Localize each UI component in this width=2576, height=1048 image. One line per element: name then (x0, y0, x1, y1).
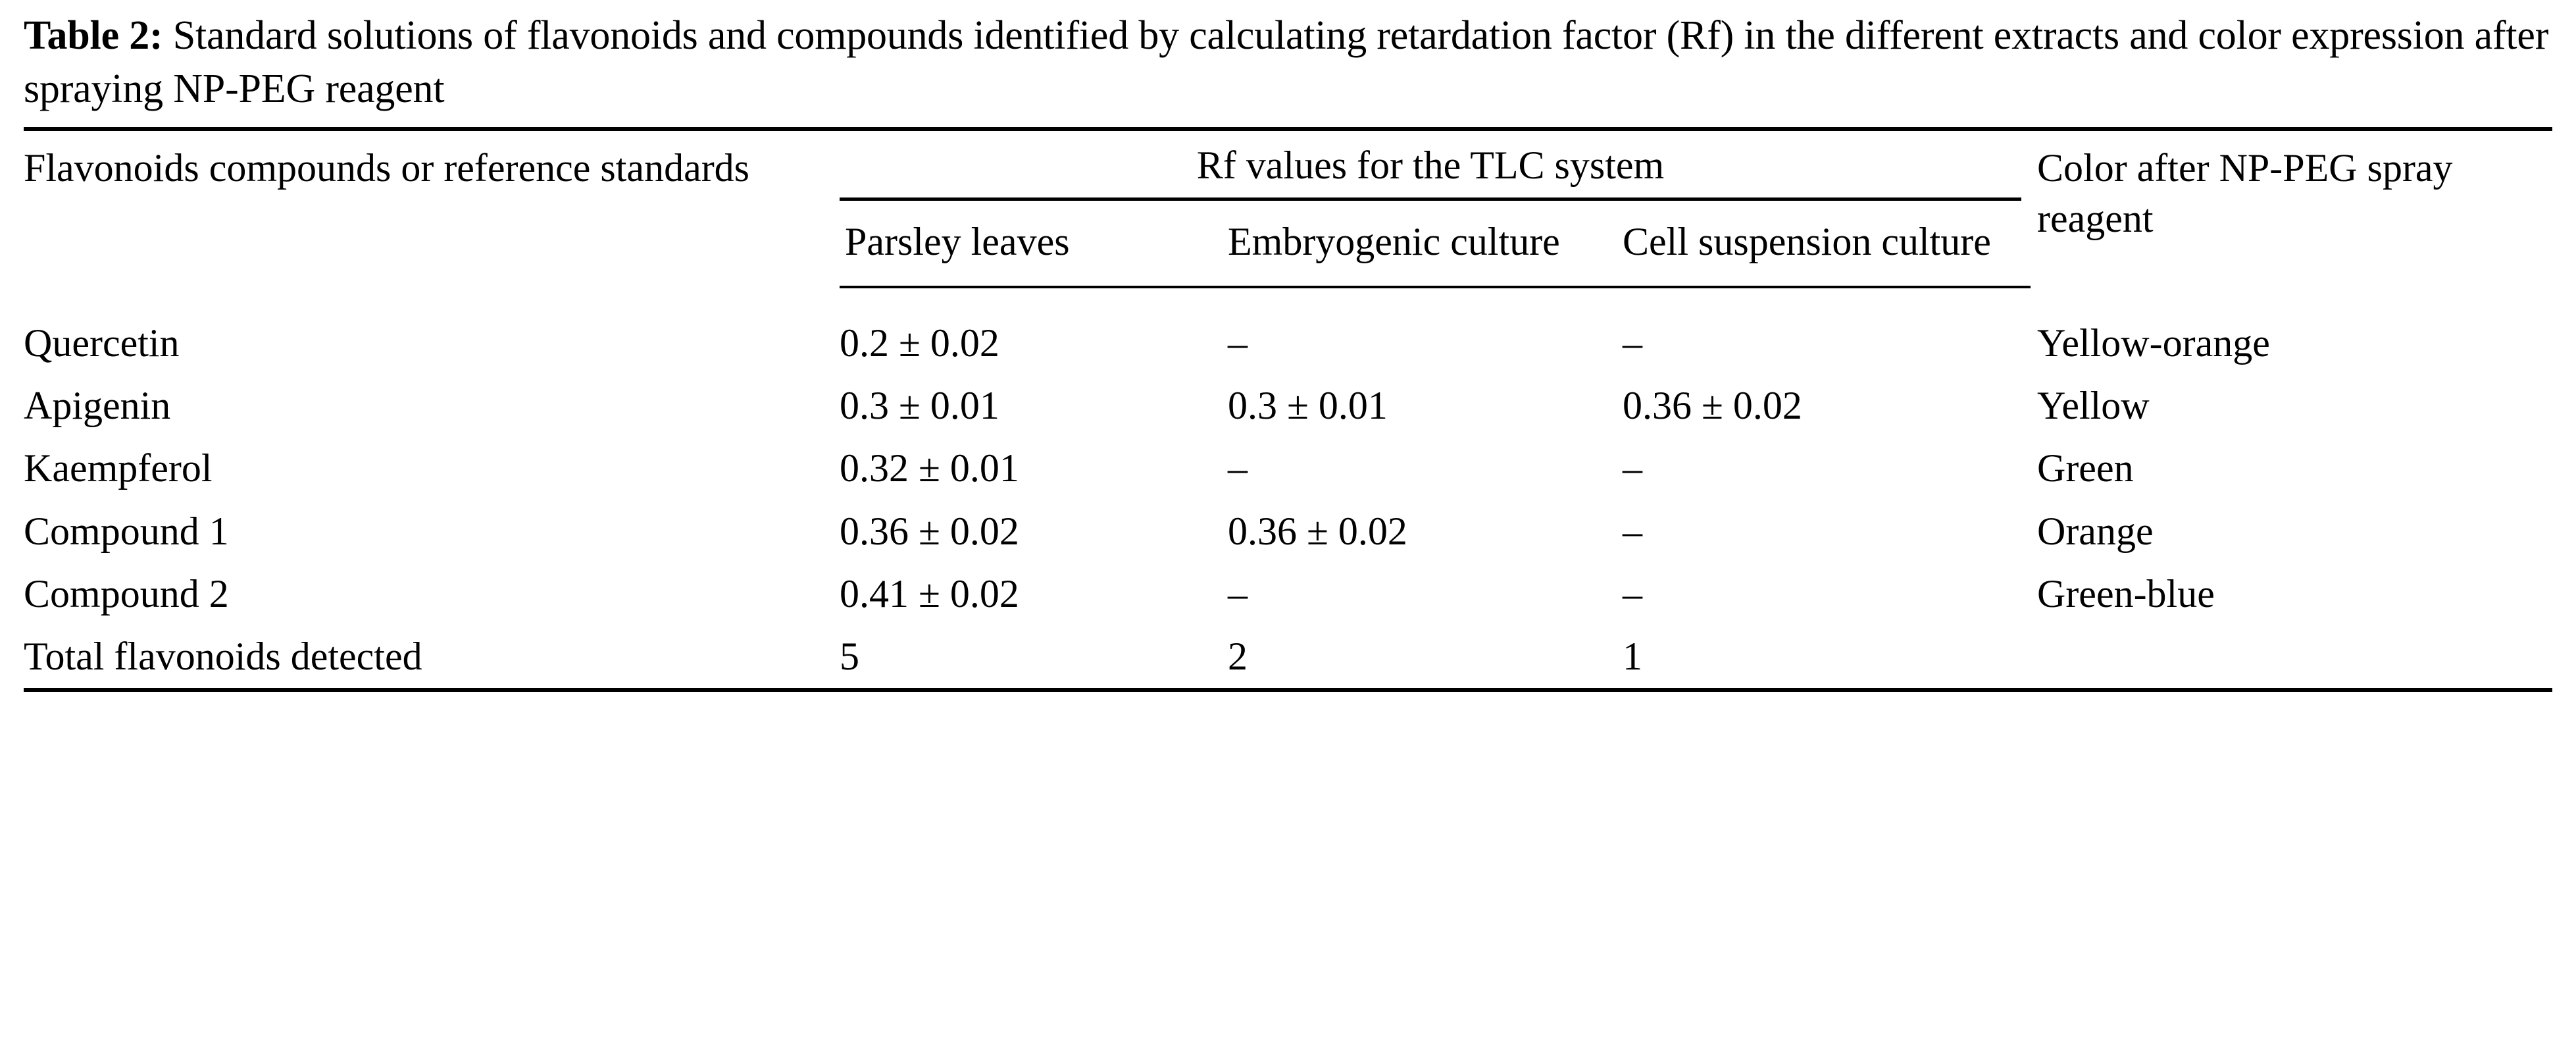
spacer-cell-2 (840, 287, 1228, 312)
body-spacer (24, 287, 2552, 312)
data-table (24, 127, 2552, 692)
row-cell-suspension-value: – (1623, 571, 1642, 616)
row-embryogenic-value: – (1228, 446, 1248, 490)
row-color-value: Green-blue (2037, 571, 2215, 616)
row-parsley-value: 0.2 ± 0.02 (840, 321, 999, 365)
table-head (24, 129, 2552, 287)
row-label: Total flavonoids detected (24, 625, 840, 690)
row-color-value: Green (2037, 446, 2134, 490)
row-cell-suspension-value: 0.36 ± 0.02 (1623, 384, 1802, 428)
table-caption-label: Table 2: (24, 13, 163, 58)
table-row (24, 500, 2552, 563)
row-embryogenic-value: 2 (1228, 625, 1623, 690)
header-row-group (24, 129, 2552, 207)
row-color-value: Yellow-orange (2037, 321, 2270, 365)
row-cell-suspension-value: – (1623, 509, 1642, 553)
row-parsley-value: 0.41 ± 0.02 (840, 571, 1019, 616)
row-color-value: Orange (2037, 509, 2154, 553)
header-cell-suspension-culture: Cell suspension culture (1623, 207, 2031, 287)
header-flavonoids-compounds: Flavonoids compounds or reference standards (24, 129, 840, 287)
table-row (24, 625, 2552, 690)
spacer-cell-5 (2031, 287, 2552, 312)
row-parsley-value: 0.32 ± 0.01 (840, 446, 1019, 490)
table-row (24, 563, 2552, 625)
spacer-cell-3 (1228, 287, 1623, 312)
spacer-cell-4 (1623, 287, 2031, 312)
header-color-after-spray: Color after NP-PEG spray reagent (2031, 129, 2552, 287)
row-label: Kaempferol (24, 446, 213, 490)
table-caption (24, 9, 2552, 115)
row-embryogenic-value: – (1228, 571, 1248, 616)
row-embryogenic-value: – (1228, 321, 1248, 365)
row-parsley-value: 5 (840, 625, 1228, 690)
row-cell-suspension-value: – (1623, 446, 1642, 490)
header-embryogenic-culture: Embryogenic culture (1228, 207, 1623, 287)
header-parsley-leaves: Parsley leaves (840, 207, 1228, 287)
row-label: Compound 2 (24, 571, 229, 616)
header-rf-group (840, 129, 2031, 207)
table-caption-text: Standard solutions of flavonoids and compounds identified by calculating retardation factor (Rf) in the different extracts and color expression after spraying NP-PEG reagent (24, 13, 2549, 111)
header-rf-group-label: Rf values for the TLC system (840, 143, 2021, 201)
table-row (24, 312, 2552, 375)
row-parsley-value: 0.3 ± 0.01 (840, 384, 999, 428)
row-label: Quercetin (24, 321, 180, 365)
row-color-value: Yellow (2037, 384, 2150, 428)
table-row (24, 437, 2552, 500)
table-body (24, 287, 2552, 690)
row-embryogenic-value: 0.3 ± 0.01 (1228, 384, 1388, 428)
row-label: Apigenin (24, 384, 171, 428)
table-row (24, 375, 2552, 437)
spacer-cell-1 (24, 287, 840, 312)
row-color-value (2031, 625, 2552, 690)
row-label: Compound 1 (24, 509, 229, 553)
row-cell-suspension-value: 1 (1623, 625, 2031, 690)
row-parsley-value: 0.36 ± 0.02 (840, 509, 1019, 553)
row-embryogenic-value: 0.36 ± 0.02 (1228, 509, 1407, 553)
row-cell-suspension-value: – (1623, 321, 1642, 365)
